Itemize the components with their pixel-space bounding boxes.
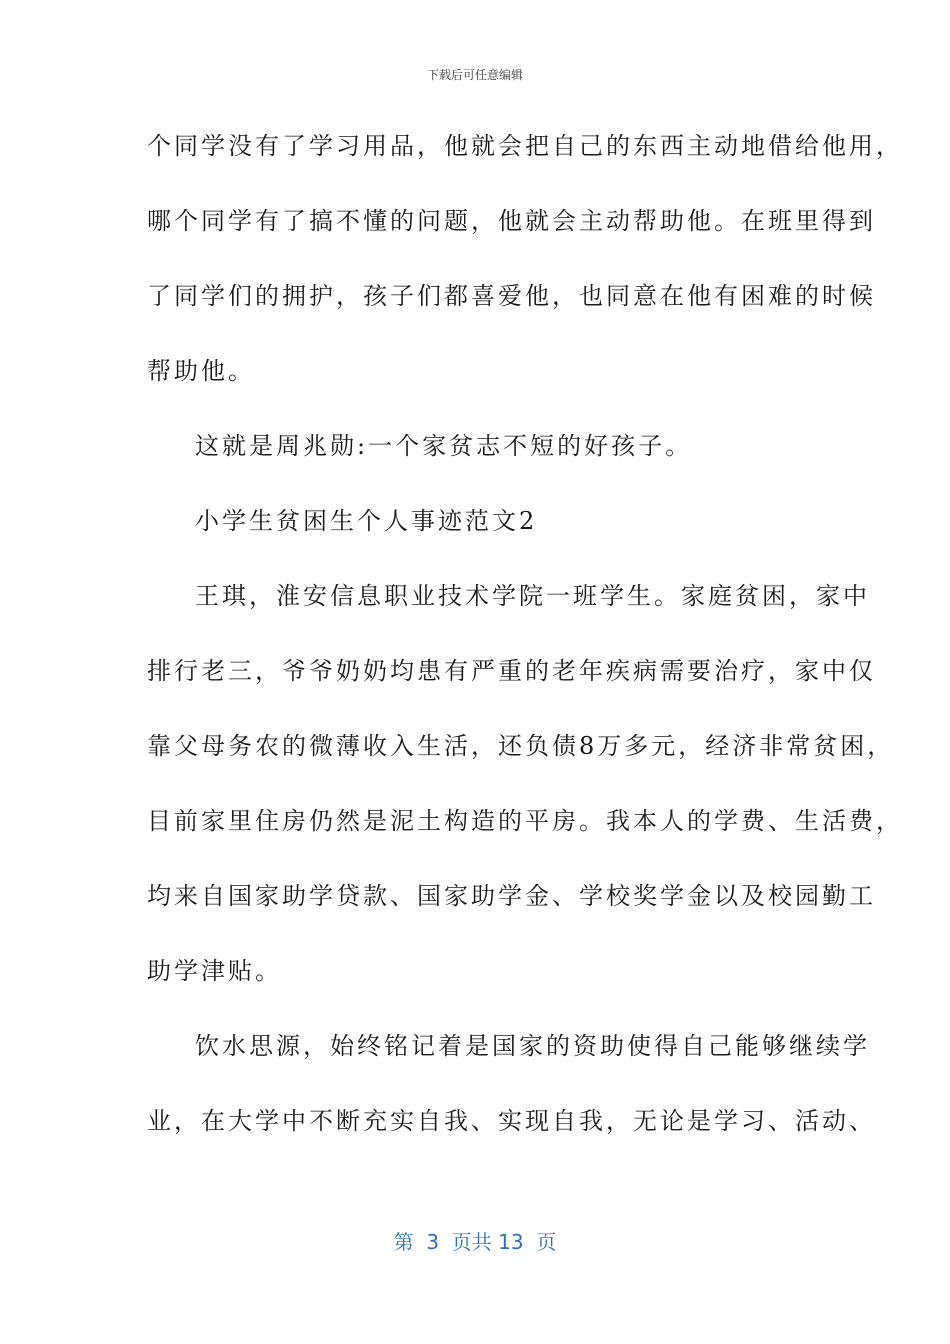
text-line: 个同学没有了学习用品，他就会把自己的东西主动地借给他用， bbox=[147, 132, 903, 160]
text-line: 业，在大学中不断充实自我、实现自我，无论是学习、活动、 bbox=[147, 1107, 876, 1135]
text-line: 目前家里住房仍然是泥土构造的平房。我本人的学费、生活费， bbox=[147, 807, 903, 835]
page-number: 第 3 页共 13 页 bbox=[393, 1230, 557, 1254]
text-line: 王琪，淮安信息职业技术学院一班学生。家庭贫困，家中 bbox=[195, 582, 870, 610]
text-line: 靠父母务农的微薄收入生活，还负债8万多元，经济非常贫困， bbox=[147, 732, 895, 760]
text-line: 饮水思源，始终铭记着是国家的资助使得自己能够继续学 bbox=[195, 1032, 870, 1060]
text-line: 了同学们的拥护，孩子们都喜爱他，也同意在他有困难的时候 bbox=[147, 282, 876, 310]
section-heading: 小学生贫困生个人事迹范文2 bbox=[195, 507, 538, 535]
text-line: 排行老三，爷爷奶奶均患有严重的老年疾病需要治疗，家中仅 bbox=[147, 657, 876, 685]
text-line: 哪个同学有了搞不懂的问题，他就会主动帮助他。在班里得到 bbox=[147, 207, 876, 235]
header-note: 下载后可任意编辑 bbox=[426, 68, 523, 82]
text-line: 助学津贴。 bbox=[147, 957, 282, 985]
text-line: 帮助他。 bbox=[147, 357, 255, 385]
text-line: 均来自国家助学贷款、国家助学金、学校奖学金以及校园勤工 bbox=[147, 882, 876, 910]
text-line: 这就是周兆勋:一个家贫志不短的好孩子。 bbox=[195, 432, 693, 460]
